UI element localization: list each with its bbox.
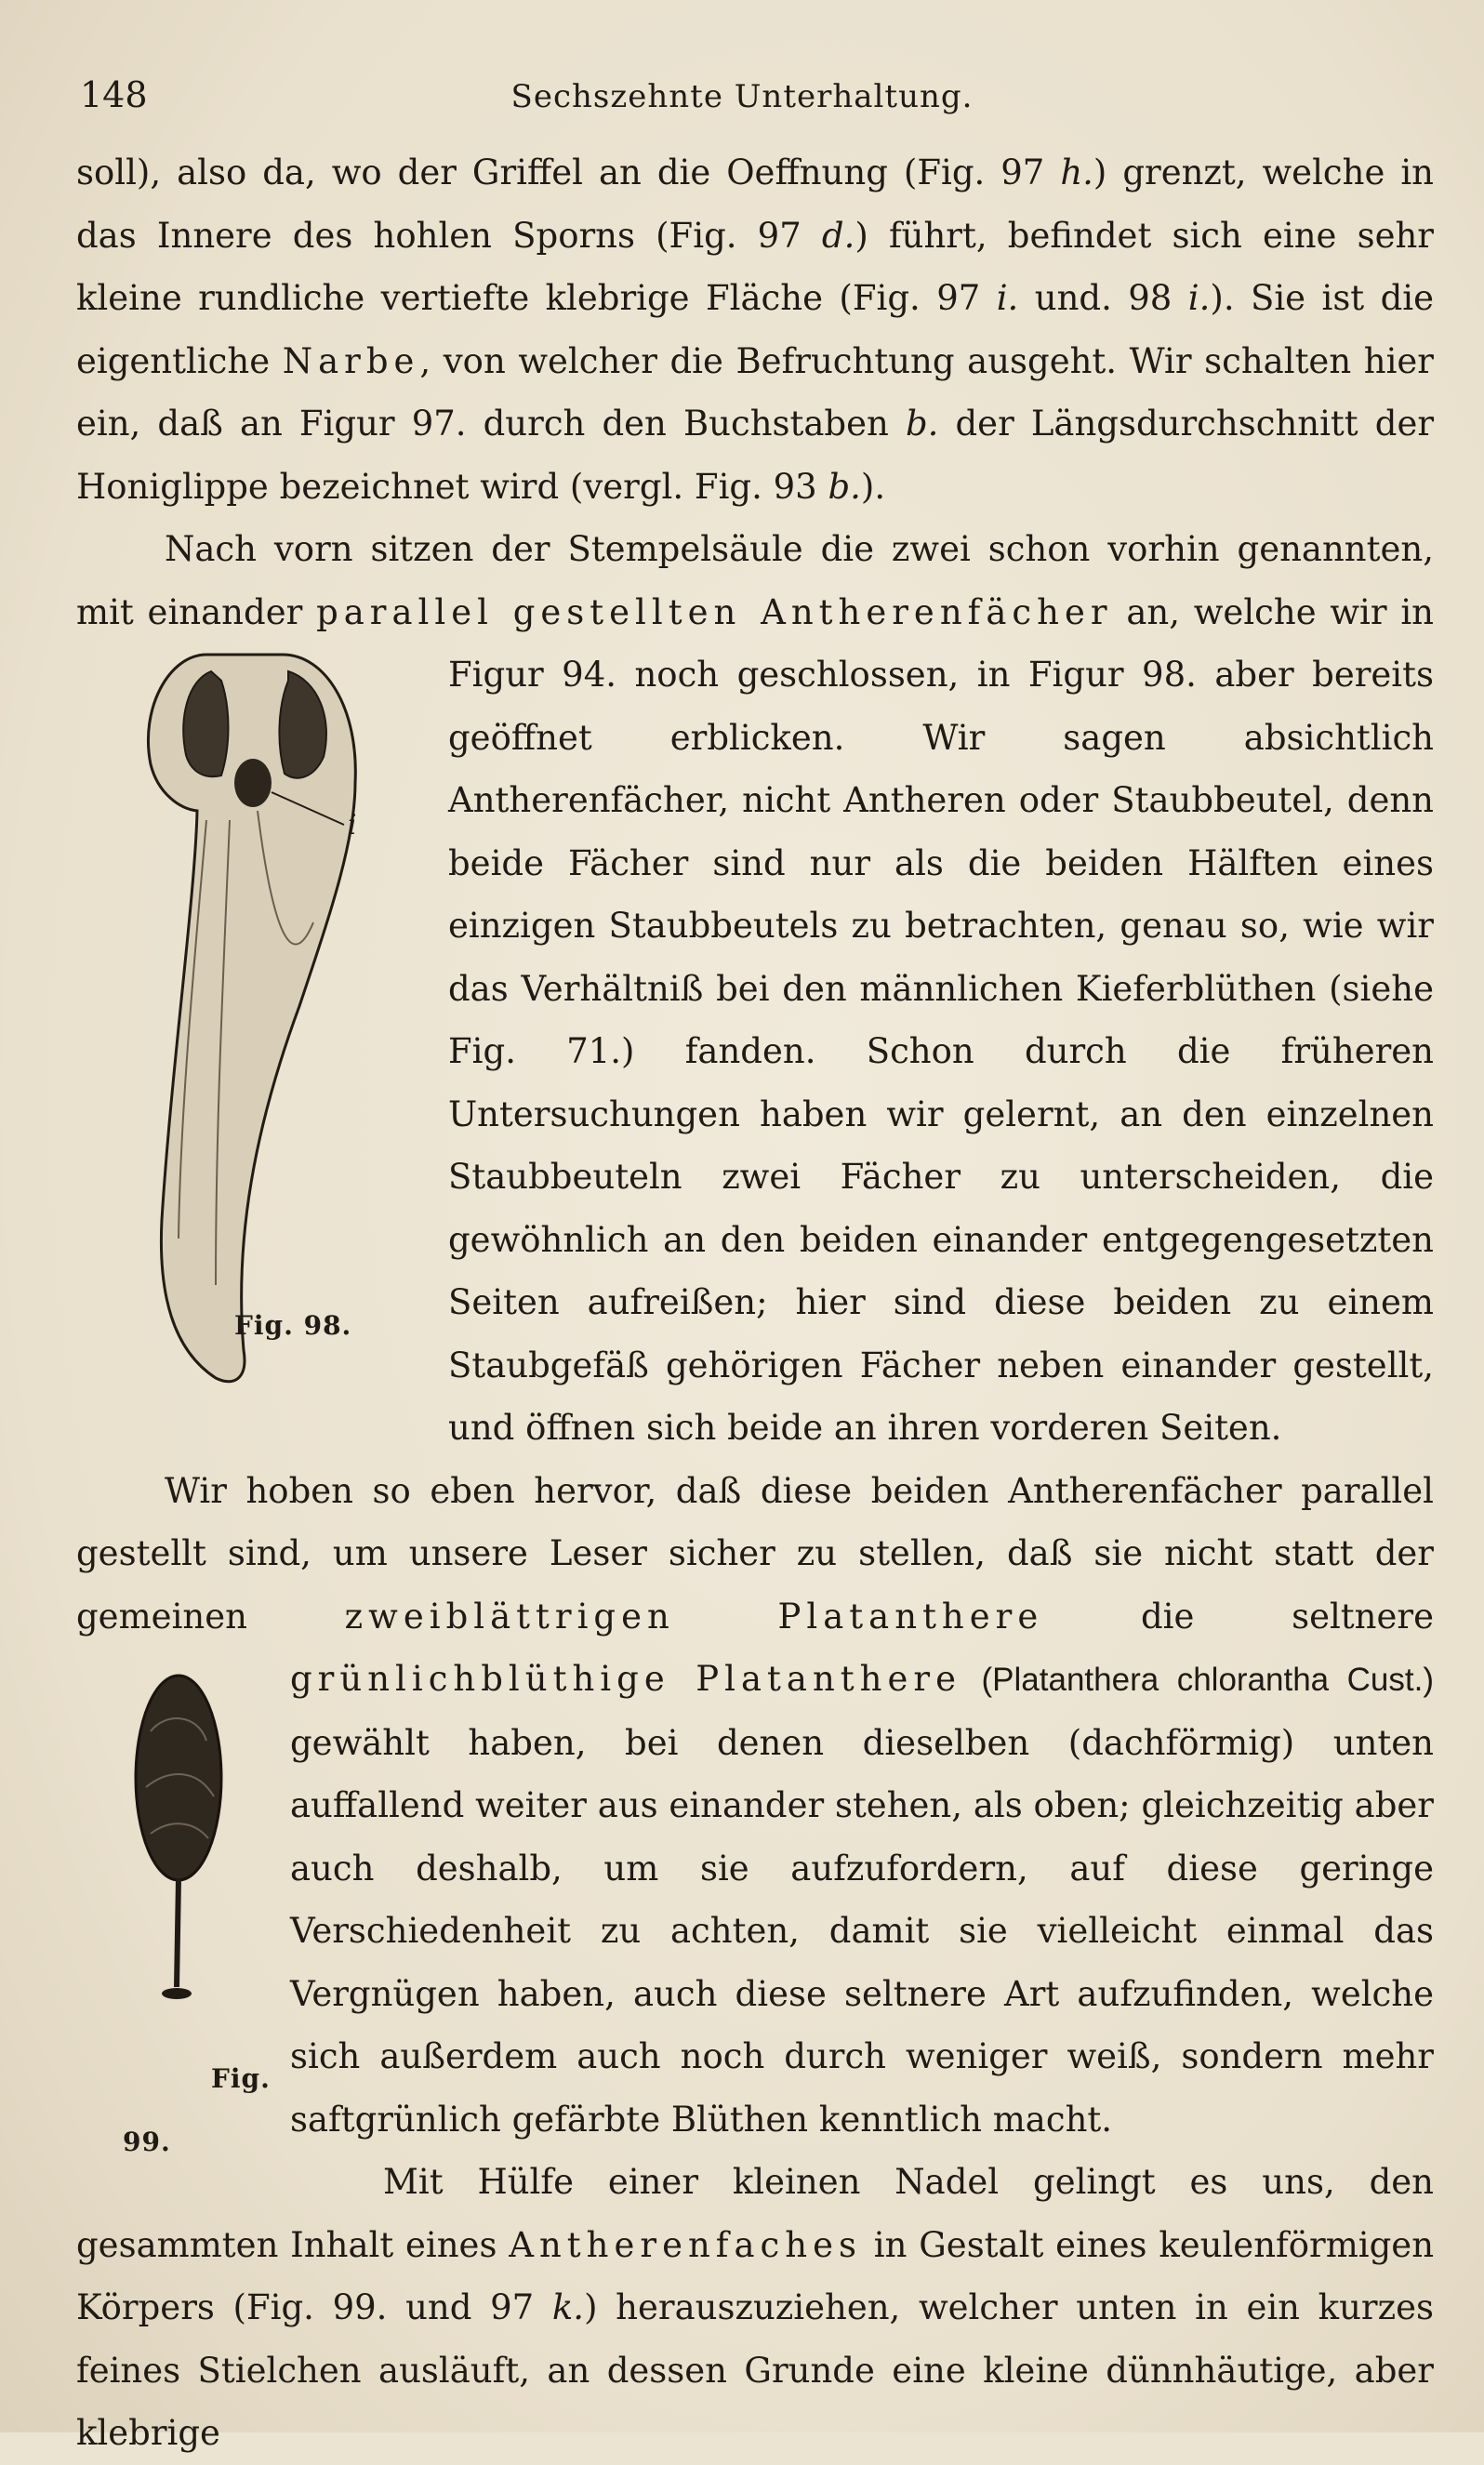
figure-99-caption: Fig. 99.	[123, 2063, 271, 2157]
text-run: Mit Hülfe einer kleinen Nadel gelingt es uns, den gesammten Inhalt eines	[76, 2162, 1434, 2265]
text-run: Wir hoben so eben hervor, daß diese beiden Antherenfächer parallel gestellt sind, um unsere Leser sicher zu stellen, daß sie nicht statt der gemeinen	[76, 1470, 1434, 1637]
figure-98	[76, 643, 420, 1406]
page-number: 148	[80, 74, 148, 115]
figure-letter: b.	[828, 466, 861, 507]
figure-98-drawing	[76, 643, 420, 1406]
figure-98-caption: Fig. 98.	[234, 1310, 352, 1341]
figure-letter: h.	[1060, 152, 1093, 192]
emphasized-term: parallel gestellten Antherenfächer	[316, 591, 1113, 632]
figure-99	[76, 1648, 272, 2157]
emphasized-term: zweiblättrigen Platanthere	[344, 1596, 1044, 1637]
figure-letter: i.	[1187, 278, 1211, 318]
running-title: Sechszehnte Unterhaltung.	[510, 78, 974, 115]
text-run: Nach vorn sitzen der Stempelsäule die zwei schon vorhin genannten, mit einander	[76, 529, 1434, 632]
emphasized-term: grünlichblüthige Platanthere	[290, 1659, 961, 1699]
text-run: die seltnere	[1140, 1596, 1434, 1637]
text-run: der Längsdurchschnitt der Honiglippe bezeichnet wird (vergl. Fig. 93	[76, 404, 1435, 507]
figure-letter: d.	[821, 215, 855, 256]
figure-letter: b.	[905, 404, 939, 444]
paragraph-1	[76, 141, 1434, 518]
body-text	[76, 141, 1434, 2465]
paragraph-3	[76, 1460, 1434, 2157]
text-run: soll), also da, wo der Griffel an die Oeffnung (Fig. 97	[76, 152, 1045, 192]
paragraph-2	[76, 518, 1434, 1460]
page-header	[0, 74, 1484, 130]
text-run: an, welche wir in Figur 94. noch geschlossen, in Figur 98. aber bereits geöffnet erblicken. Wir sagen absichtlich Antherenfächer, nicht Antheren oder Staubbeutel, denn beide Fächer sind nur als die beiden Hälften eines einzigen Staubbeutels zu betrachten, genau so, wie wir das Verhältniß bei den männlichen Kieferblüthen (siehe Fig. 71.) fanden. Schon durch die früheren Untersuchungen haben wir gelernt, an den einzelnen Staubbeuteln zwei Fächer zu unterscheiden, die gewöhnlich an den beiden einander entgegengesetzten Seiten aufreißen; hier sind diese beiden zu einem Staubgefäß gehörigen Fächer neben einander gestellt, und öffnen sich beide an ihren vorderen Seiten.	[448, 591, 1435, 1448]
text-run: und. 98	[1034, 278, 1173, 318]
figure-letter: k.	[551, 2287, 585, 2327]
text-run: , von welcher die Befruchtung ausgeht. Wir schalten hier ein, daß an Figur 97. durch den Buchstaben	[76, 340, 1434, 444]
text-run: ). Sie ist die eigentliche	[76, 278, 1435, 381]
emphasized-term: Antherenfaches	[509, 2224, 862, 2265]
latin-name: (Platanthera chlorantha Cust.)	[981, 1662, 1434, 1698]
text-run: gewählt haben, bei denen dieselben (dachförmig) unten auffallend weiter aus einander stehen, als oben; gleichzeitig aber auch deshalb, um sie aufzufordern, auf diese geringe Verschiedenheit zu achten, damit sie vielleicht einmal das Vergnügen haben, auch diese seltnere Art aufzufinden, welche sich außerdem auch noch durch weniger weiß, sondern mehr saftgrünlich gefärbte Blüthen kenntlich macht.	[290, 1722, 1434, 2140]
figure-99-drawing	[76, 1648, 272, 2094]
text-run: in Gestalt eines keulenförmigen Körpers (Fig. 99. und 97	[76, 2224, 1435, 2327]
text-run: ) grenzt, welche in das Innere des hohlen Sporns (Fig. 97	[76, 152, 1435, 256]
emphasized-term: Narbe	[282, 340, 420, 381]
text-run: ).	[860, 466, 886, 507]
figure-98-label-i: i	[348, 809, 357, 842]
text-run: ) herauszuziehen, welcher unten in ein kurzes feines Stielchen ausläuft, an dessen Grunde eine kleine dünnhäutige, aber klebrige	[76, 2287, 1434, 2453]
figure-letter: i.	[996, 278, 1019, 318]
text-run: ) führt, befindet sich eine sehr kleine rundliche vertiefte klebrige Fläche (Fig. 97	[76, 215, 1434, 318]
paragraph-4	[76, 2151, 1434, 2465]
